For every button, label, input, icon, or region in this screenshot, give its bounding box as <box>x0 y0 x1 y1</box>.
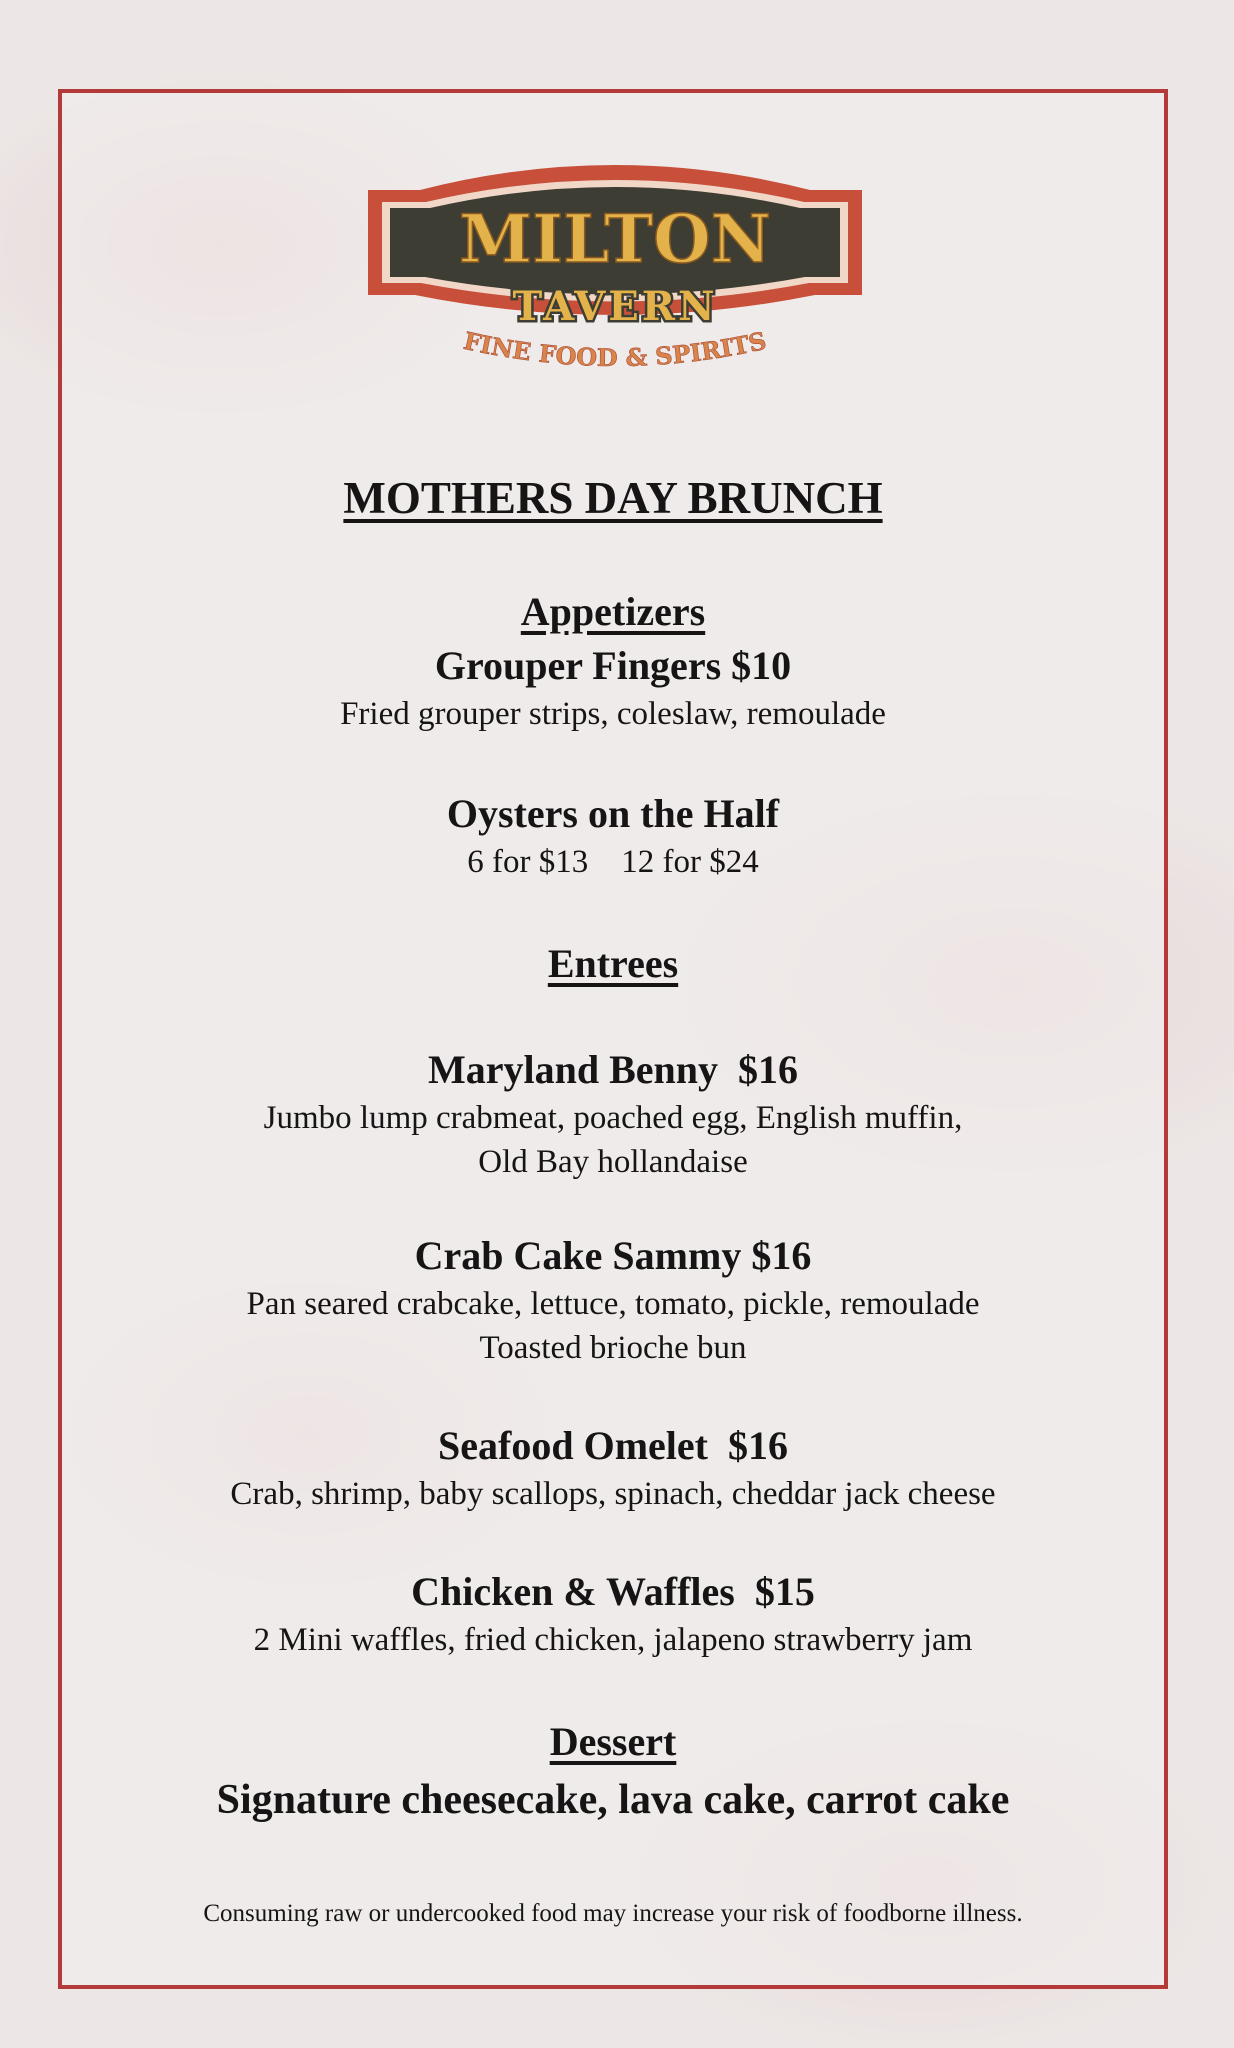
crab-cake-sammy-desc-2: Toasted brioche bun <box>479 1330 747 1366</box>
maryland-benny-desc-2: Old Bay hollandaise <box>478 1144 748 1180</box>
logo-line2: TAVERN <box>512 283 718 330</box>
menu-title: MOTHERS DAY BRUNCH <box>343 473 883 523</box>
maryland-benny-desc-1: Jumbo lump crabmeat, poached egg, English muffin, <box>263 1100 963 1136</box>
seafood-omelet-desc: Crab, shrimp, baby scallops, spinach, cheddar jack cheese <box>230 1476 996 1512</box>
appetizers-heading: Appetizers <box>520 589 706 634</box>
chicken-waffles-desc: 2 Mini waffles, fried chicken, jalapeno strawberry jam <box>253 1622 973 1658</box>
logo-line1: MILTON <box>459 200 771 278</box>
food-safety-disclaimer: Consuming raw or undercooked food may increase your risk of foodborne illness. <box>203 1900 1023 1927</box>
crab-cake-sammy-desc-1: Pan seared crabcake, lettuce, tomato, pickle, remoulade <box>246 1286 980 1322</box>
dessert-items: Signature cheesecake, lava cake, carrot cake <box>216 1777 1010 1823</box>
grouper-fingers-name: Grouper Fingers $10 <box>434 643 792 688</box>
logo-tagline-text: FINE FOOD & SPIRITS <box>461 325 769 373</box>
crab-cake-sammy-name: Crab Cake Sammy $16 <box>414 1233 812 1278</box>
oysters-desc: 6 for $13 12 for $24 <box>467 844 759 880</box>
entrees-heading: Entrees <box>547 941 679 986</box>
logo-tagline <box>461 326 769 372</box>
chicken-waffles-name: Chicken & Waffles $15 <box>411 1569 815 1614</box>
seafood-omelet-name: Seafood Omelet $16 <box>438 1423 788 1468</box>
dessert-heading: Dessert <box>549 1719 677 1764</box>
oysters-name: Oysters on the Half <box>446 791 780 836</box>
grouper-fingers-desc: Fried grouper strips, coleslaw, remoulade <box>340 696 886 732</box>
milton-tavern-logo <box>360 150 870 410</box>
maryland-benny-name: Maryland Benny $16 <box>427 1047 799 1092</box>
